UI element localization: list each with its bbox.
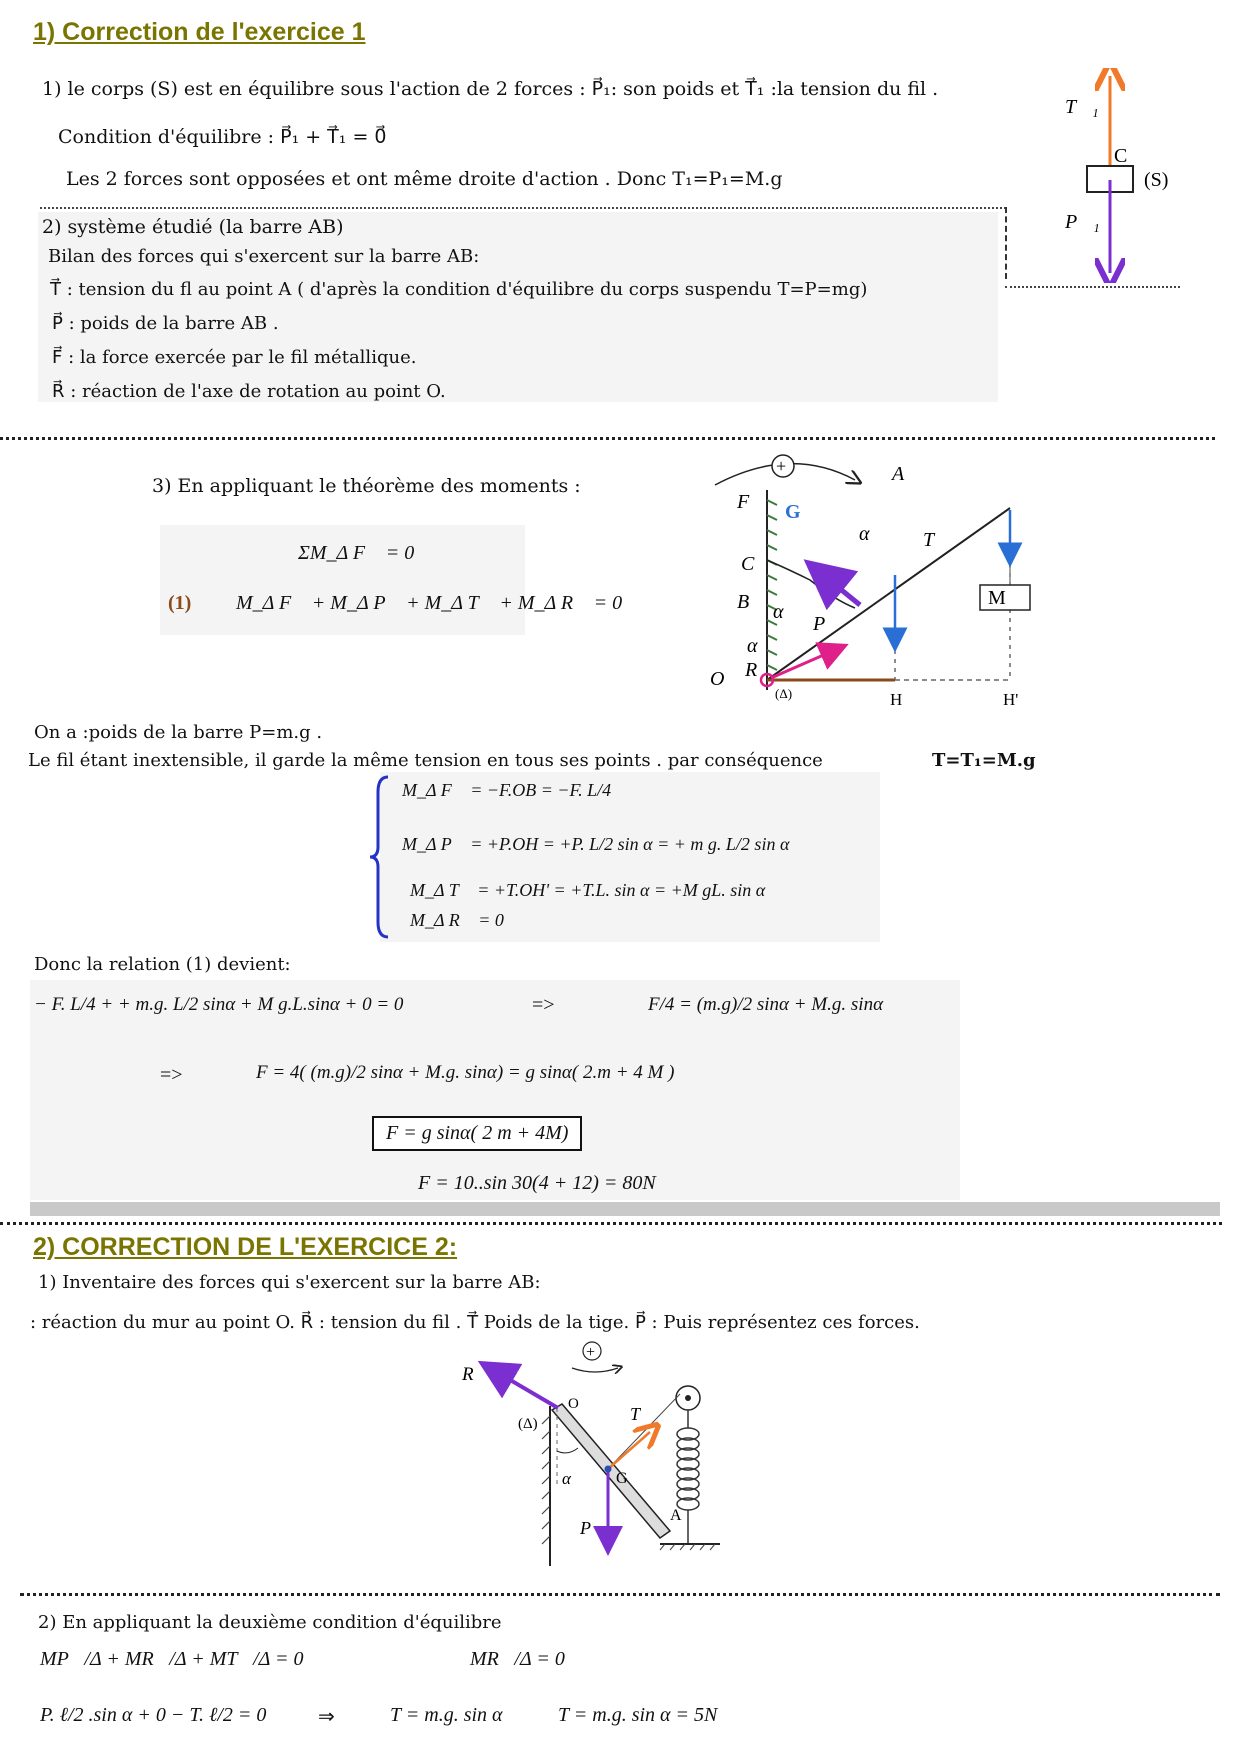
eq-final: F = 10..sin 30(4 + 12) = 80N xyxy=(418,1172,656,1194)
implies-2: => xyxy=(160,1064,183,1086)
ex2-eq1: MP⃗/Δ + MR⃗/Δ + MT⃗/Δ = 0 xyxy=(40,1648,304,1670)
ex1-eq-sum: ΣM_Δ F⃗ = 0 xyxy=(298,542,415,564)
ex1-q2-panel xyxy=(38,212,998,402)
ex2-eq2: MR⃗/Δ = 0 xyxy=(470,1648,565,1670)
fig3-rod-spring xyxy=(460,1336,810,1571)
label-g: G xyxy=(785,501,801,523)
label-delta: (Δ) xyxy=(775,686,793,701)
label-h: H xyxy=(890,690,903,709)
label-alpha-o: α xyxy=(747,635,758,657)
c-label: C xyxy=(1114,145,1128,167)
moment-t: M_Δ T⃗ = +T.OH' = +T.L. sin α = +M gL. sin α xyxy=(410,880,766,900)
s-label: (S) xyxy=(1144,169,1169,191)
label-g-2: G xyxy=(616,1470,628,1487)
plus-sign: + xyxy=(776,456,787,476)
separator-1 xyxy=(0,437,1215,440)
eq-a: − F. L/4 + + m.g. L/2 sinα + M g.L.sinα + 0 = 0 xyxy=(34,994,404,1015)
ex1-eq-label: (1) xyxy=(168,592,192,614)
fig1-suspended-body xyxy=(1060,68,1190,283)
ex2-eq3: P. ℓ/2 .sin α + 0 − T. ℓ/2 = 0 xyxy=(40,1704,267,1726)
ex1-poids-text: On a :poids de la barre P=m.g . xyxy=(34,722,323,743)
ex1-q2-line4: P⃗ : poids de la barre AB . xyxy=(52,313,279,334)
r-arrow-2 xyxy=(495,1371,558,1408)
ex1-q2-line1: 2) système étudié (la barre AB) xyxy=(42,216,344,238)
ex1-q1-line1: 1) le corps (S) est en équilibre sous l'action de 2 forces : P⃗₁: son poids et T⃗₁ :la tension du fil . xyxy=(42,78,939,100)
ex1-q2-line5: F⃗ : la force exercée par le fil métallique. xyxy=(52,347,417,368)
rotation-arc-2 xyxy=(572,1368,618,1372)
label-t-2: T⃗ xyxy=(630,1404,655,1424)
alpha-arc xyxy=(557,1448,578,1453)
ex1-q1-separator xyxy=(40,207,1006,209)
ex1-q1-condition: Condition d'équilibre : P⃗₁ + T⃗₁ = 0⃗ xyxy=(58,126,387,148)
ex2-implies: ⇒ xyxy=(318,1706,335,1728)
eq-b: F/4 = (m.g)/2 sinα + M.g. sinα xyxy=(648,994,884,1015)
t1-label: T⃗₁ xyxy=(1065,96,1099,118)
label-m: M xyxy=(988,587,1006,609)
implies-1: => xyxy=(532,994,555,1016)
bar-oa xyxy=(767,508,1010,680)
ex1-box-side xyxy=(1005,207,1007,279)
f-arrow xyxy=(823,575,860,605)
moment-r: M_Δ R⃗ = 0 xyxy=(410,910,504,930)
p1-label: P⃗₁ xyxy=(1065,211,1100,233)
ex1-q2-line6: R⃗ : réaction de l'axe de rotation au point O. xyxy=(52,381,446,402)
ex1-q1-conclusion: Les 2 forces sont opposées et ont même droite d'action . Donc T₁=P₁=M.g xyxy=(66,168,783,190)
wall-hatching-2 xyxy=(542,1416,550,1544)
ex2-forces-line: : réaction du mur au point O. R⃗ : tension du fil . T⃗ Poids de la tige. P⃗ : Puis représentez ces forces. xyxy=(30,1312,920,1333)
ex1-fil-text: Le fil étant inextensible, il garde la même tension en tous ses points . par conséquence xyxy=(28,750,823,771)
eq-c: F = 4( (m.g)/2 sinα + M.g. sinα) = g sinα( 2.m + 4 M ) xyxy=(256,1062,675,1083)
ex2-eq5: T = m.g. sin α = 5N xyxy=(558,1704,718,1726)
ex1-fil-bold: T=T₁=M.g xyxy=(932,750,1036,771)
label-h-prime: H' xyxy=(1003,690,1019,709)
label-p-2: P⃗ xyxy=(580,1518,605,1538)
point-g xyxy=(605,1466,612,1473)
eq-boxed-result: F = g sinα( 2 m + 4M) xyxy=(372,1116,582,1151)
separator-3 xyxy=(20,1593,1220,1596)
label-p: P⃗ xyxy=(813,613,841,635)
pulley-center xyxy=(685,1395,691,1401)
ex1-box-bottom xyxy=(1005,286,1180,288)
plus-sign-2: + xyxy=(586,1344,596,1361)
ex2-heading: 2) CORRECTION DE L'EXERCICE 2: xyxy=(33,1233,458,1261)
label-r: R⃗ xyxy=(745,659,773,681)
label-o-2: O xyxy=(568,1396,579,1412)
label-a-2: A xyxy=(670,1507,682,1524)
ex1-heading: 1) Correction de l'exercice 1 xyxy=(33,18,366,46)
ex1-eq-full: M_Δ F⃗ + M_Δ P⃗ + M_Δ T⃗ + M_Δ R⃗ = 0 xyxy=(236,592,623,614)
label-f: F⃗ xyxy=(737,491,765,513)
separator-2 xyxy=(0,1222,1222,1225)
ex1-q3-line1: 3) En appliquant le théorème des moments : xyxy=(152,475,581,497)
label-t: T⃗ xyxy=(923,529,950,551)
fig2-bar-diagram xyxy=(695,450,1060,715)
ex1-q2-line2: Bilan des forces qui s'exercent sur la barre AB: xyxy=(48,246,480,267)
moment-f: M_Δ F⃗ = −F.OB = −F. L/4 xyxy=(402,780,612,800)
ex2-q2: 2) En appliquant la deuxième condition d'équilibre xyxy=(38,1612,502,1633)
label-o: O xyxy=(710,668,725,690)
moment-p: M_Δ P⃗ = +P.OH = +P. L/2 sin α = + m g. L/2 sin α xyxy=(402,834,790,854)
ex2-eq4: T = m.g. sin α xyxy=(390,1704,503,1726)
ex1-donc: Donc la relation (1) devient: xyxy=(34,954,291,975)
t-arrow-2 xyxy=(608,1432,650,1469)
ex1-q2-line3: T⃗ : tension du fl au point A ( d'après la condition d'équilibre du corps suspendu T=P=mg) xyxy=(50,279,868,300)
label-alpha-a: α xyxy=(859,523,870,545)
moments-brace xyxy=(368,772,398,942)
wall-hatching xyxy=(767,500,777,670)
label-alpha-2: α xyxy=(562,1469,571,1488)
ex2-q1: 1) Inventaire des forces qui s'exercent sur la barre AB: xyxy=(38,1272,541,1293)
label-b: B xyxy=(737,591,750,613)
label-a: A xyxy=(892,463,905,485)
label-alpha-b: α xyxy=(773,601,784,623)
label-r-2: R⃗ xyxy=(462,1364,489,1385)
label-c: C xyxy=(741,553,755,575)
label-delta-2: (Δ) xyxy=(518,1416,538,1432)
gray-divider xyxy=(30,1202,1220,1216)
